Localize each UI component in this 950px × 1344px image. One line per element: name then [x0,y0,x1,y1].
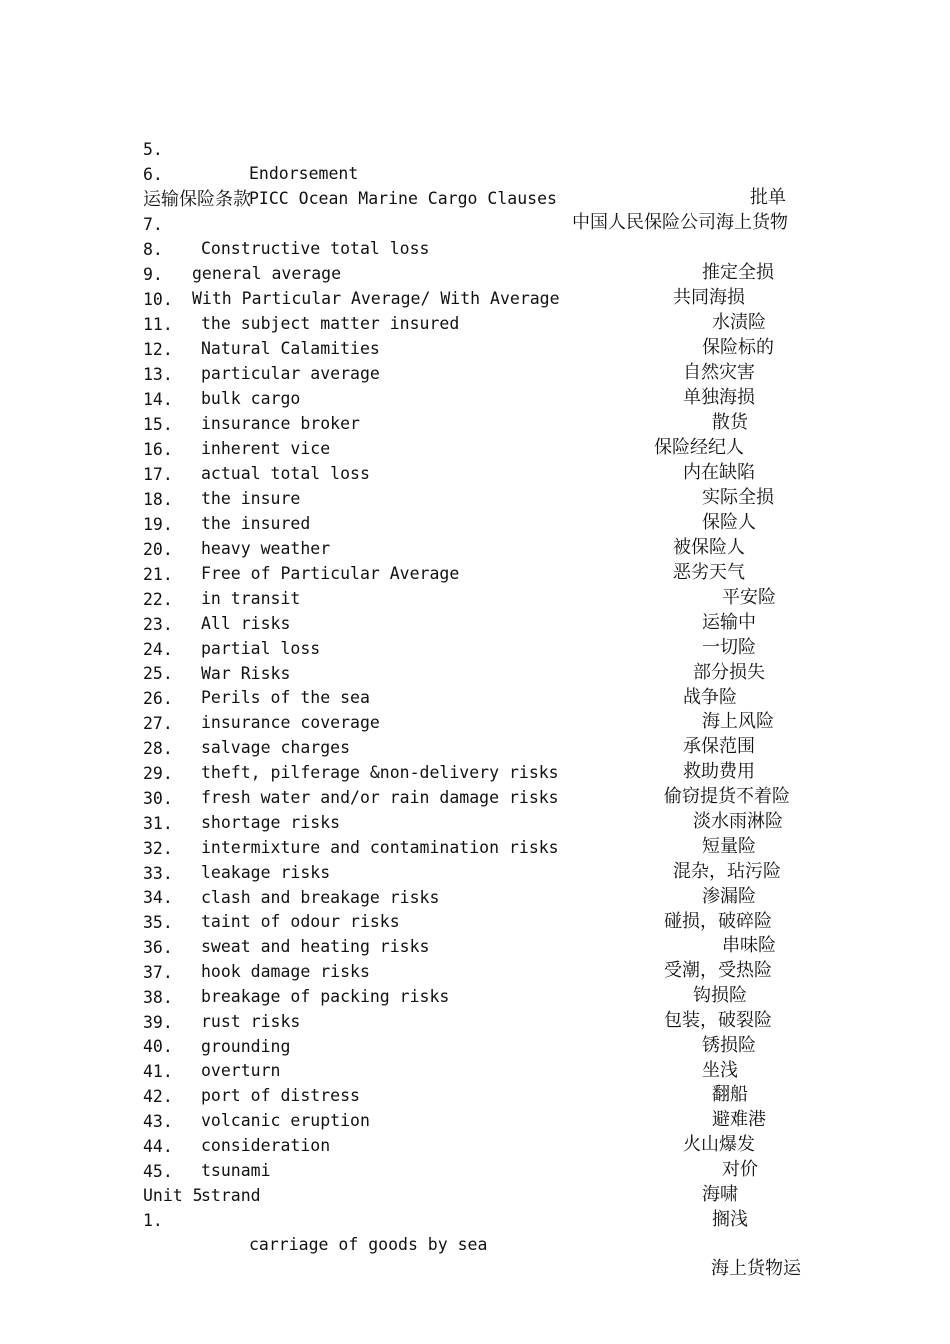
item-number: 29. [143,764,173,783]
item-number: 37. [143,963,173,982]
chinese-term: 内在缺陷 [683,462,755,483]
item-number: 28. [143,739,173,758]
list-item-continuation [0,164,251,210]
chinese-term: 共同海损 [673,287,745,308]
item-number: 32. [143,839,173,858]
english-term: overturn [201,1061,281,1080]
item-number: 22. [143,590,173,609]
english-term: particular average [201,364,380,383]
chinese-term: 海上风险 [702,711,774,732]
chinese-term: 坐浅 [702,1060,738,1081]
chinese-term: 水渍险 [712,312,766,333]
chinese-term: 受潮，受热险 [664,960,772,981]
item-number: 5. [143,140,163,159]
chinese-term: 部分损失 [693,662,765,683]
item-number: 33. [143,864,173,883]
english-term: shortage risks [201,813,341,832]
item-number: 9. [143,265,163,284]
chinese-term: 推定全损 [702,262,774,283]
item-number: 36. [143,938,173,957]
chinese-term: 保险标的 [702,337,774,358]
chinese-term: 短量险 [702,836,756,857]
item-number: 19. [143,515,173,534]
item-number: 40. [143,1037,173,1056]
chinese-term: 运输中 [702,612,756,633]
chinese-term: 串味险 [722,935,776,956]
english-term: inherent vice [201,439,331,458]
english-term: in transit [201,589,301,608]
item-number: 38. [143,988,173,1007]
item-number: 18. [143,490,173,509]
item-number: 39. [143,1013,173,1032]
english-term: War Risks [201,664,291,683]
english-term: PICC Ocean Marine Cargo Clauses [249,189,557,208]
english-term: fresh water and/or rain damage risks [201,788,559,807]
chinese-term: 保险人 [702,512,756,533]
english-term: All risks [201,614,291,633]
item-number: 16. [143,440,173,459]
english-term: general average [192,264,342,283]
chinese-term: 钩损险 [693,985,747,1006]
item-number: 7. [143,215,163,234]
chinese-term: 救助费用 [683,761,755,782]
chinese-term: 恶劣天气 [673,562,745,583]
chinese-term: 避难港 [712,1109,766,1130]
item-number: 30. [143,789,173,808]
chinese-term: 承保范围 [683,736,755,757]
english-term: Perils of the sea [201,688,370,707]
item-number: 1. [143,1211,163,1230]
chinese-term: 批单 [750,187,786,208]
item-number: 13. [143,365,173,384]
item-number: 23. [143,615,173,634]
chinese-term: 混杂，玷污险 [673,861,781,882]
english-term: Free of Particular Average [201,564,460,583]
item-number: 15. [143,415,173,434]
item-number: 34. [143,888,173,907]
item-number: 26. [143,689,173,708]
chinese-term: 搁浅 [712,1209,748,1230]
english-term: port of distress [201,1086,360,1105]
english-term: clash and breakage risks [201,888,440,907]
english-term: partial loss [201,639,321,658]
english-term: carriage of goods by sea [249,1235,488,1254]
chinese-term: 实际全损 [702,487,774,508]
english-term: Natural Calamities [201,339,380,358]
chinese-term: 渗漏险 [702,886,756,907]
item-number: 6. [143,165,163,184]
chinese-term: 中国人民保险公司海上货物 [572,212,788,233]
item-number: 45. [143,1162,173,1181]
chinese-term: 保险经纪人 [654,437,744,458]
english-term: taint of odour risks [201,912,400,931]
english-term: bulk cargo [201,389,301,408]
english-term: strand [201,1186,261,1205]
item-number: 27. [143,714,173,733]
english-term: the insure [201,489,301,508]
chinese-term: 翻船 [712,1084,748,1105]
item-number: 24. [143,640,173,659]
item-number: 21. [143,565,173,584]
chinese-term: 散货 [712,412,748,433]
item-number: 10. [143,290,173,309]
english-term: Endorsement [249,164,359,183]
english-term: tsunami [201,1161,271,1180]
english-term: grounding [201,1037,291,1056]
item-number: 41. [143,1062,173,1081]
chinese-term: 被保险人 [673,537,745,558]
chinese-term-continuation: 运输保险条款 [143,189,251,210]
chinese-term: 锈损险 [702,1035,756,1056]
english-term: insurance broker [201,414,360,433]
chinese-term: 单独海损 [683,387,755,408]
item-number: 42. [143,1087,173,1106]
chinese-term: 自然灾害 [683,362,755,383]
item-number: 8. [143,240,163,259]
english-term: actual total loss [201,464,370,483]
item-number: 20. [143,540,173,559]
item-number: 35. [143,913,173,932]
item-number: 12. [143,340,173,359]
english-term: intermixture and contamination risks [201,838,559,857]
item-number: 25. [143,664,173,683]
english-term: the insured [201,514,311,533]
english-term: hook damage risks [201,962,370,981]
chinese-term: 海啸 [702,1184,738,1205]
item-number: 44. [143,1137,173,1156]
english-term: With Particular Average/ With Average [192,289,560,308]
item-number: 31. [143,814,173,833]
english-term: insurance coverage [201,713,380,732]
english-term: salvage charges [201,738,351,757]
chinese-term: 战争险 [683,687,737,708]
english-term: Constructive total loss [201,239,430,258]
item-number: 17. [143,465,173,484]
chinese-term: 碰损，破碎险 [664,911,772,932]
chinese-term: 海上货物运 [711,1258,801,1279]
english-term: theft, pilferage &non-delivery risks [201,763,559,782]
item-number: 43. [143,1112,173,1131]
chinese-term: 一切险 [702,637,756,658]
english-term: sweat and heating risks [201,937,430,956]
english-term: heavy weather [201,539,331,558]
english-term: the subject matter insured [201,314,460,333]
chinese-term: 包装，破裂险 [664,1010,772,1031]
item-number: 11. [143,315,173,334]
english-term: rust risks [201,1012,301,1031]
chinese-term: 偷窃提货不着险 [664,786,790,807]
chinese-term: 淡水雨淋险 [693,811,783,832]
chinese-term: 火山爆发 [683,1134,755,1155]
chinese-term: 平安险 [722,587,776,608]
english-term: breakage of packing risks [201,987,450,1006]
english-term: consideration [201,1136,331,1155]
english-term: leakage risks [201,863,331,882]
item-number: 14. [143,390,173,409]
unit-heading: Unit 5 [143,1186,203,1205]
english-term: volcanic eruption [201,1111,370,1130]
chinese-term: 对价 [722,1159,758,1180]
